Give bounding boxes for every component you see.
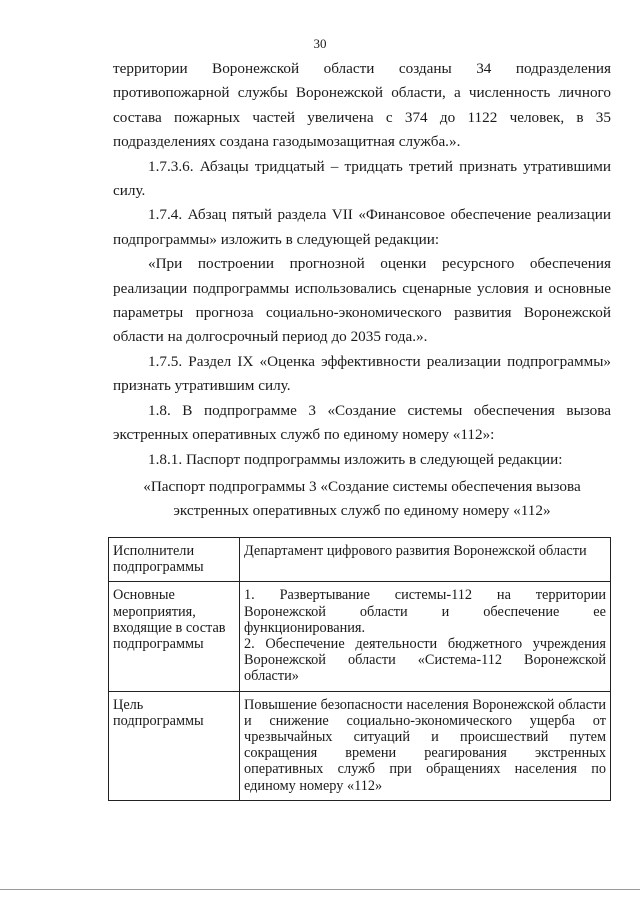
row-value-goal: Повышение безопасности населения Воронежской области и снижение социально-экономического ущерба от чрезвычайных ситуаций и происшествий путем сокращения времени реагирования экстренных оперативных служб при обращениях населения по единому номеру «112» xyxy=(240,691,611,800)
table-row xyxy=(109,582,611,691)
activity-item-2: 2. Обеспечение деятельности бюджетного учреждения Воронежской области «Система-112 Воронежской области» xyxy=(244,636,606,685)
paragraph-1-8: 1.8. В подпрограмме 3 «Создание системы обеспечения вызова экстренных оперативных служб по единому номеру «112»: xyxy=(113,401,611,444)
paragraph-1-8-1: 1.8.1. Паспорт подпрограммы изложить в следующей редакции: xyxy=(148,450,563,468)
page-number: 30 xyxy=(313,36,327,51)
row-value-main-activities xyxy=(240,582,611,691)
passport-title-line-2: экстренных оперативных служб по единому номеру «112» xyxy=(173,502,551,520)
paragraph-quoted-amendment: «При построении прогнозной оценки ресурсного обеспечения реализации подпрограммы использовались сценарные условия и основные параметры прогноза социально-экономического развития Воронежской области на долгосрочный период до 2035 года.». xyxy=(113,255,611,346)
row-value-executors: Департамент цифрового развития Воронежской области xyxy=(240,538,611,582)
document-body xyxy=(113,57,611,524)
table-row xyxy=(109,691,611,800)
paragraph-1-7-5: 1.7.5. Раздел IX «Оценка эффективности реализации подпрограммы» признать утратившим силу. xyxy=(113,352,611,395)
row-label-main-activities: Основные мероприятия, входящие в состав подпрограммы xyxy=(109,582,240,691)
page-bottom-rule xyxy=(0,889,640,890)
activity-item-1: 1. Развертывание системы-112 на территории Воронежской области и обеспечение ее функционирования. xyxy=(244,587,606,636)
passport-title-line-1: «Паспорт подпрограммы 3 «Создание системы обеспечения вызова xyxy=(143,477,581,495)
paragraph-1-7-4: 1.7.4. Абзац пятый раздела VII «Финансовое обеспечение реализации подпрограммы» изложить в следующей редакции: xyxy=(113,206,611,248)
table-row xyxy=(109,538,611,582)
row-label-goal: Цель подпрограммы xyxy=(109,691,240,800)
row-label-executors: Исполнители подпрограммы xyxy=(109,538,240,582)
passport-table xyxy=(108,537,611,801)
paragraph-1-7-3-6: 1.7.3.6. Абзацы тридцатый – тридцать третий признать утратившими силу. xyxy=(113,157,611,200)
paragraph-continuation: территории Воронежской области созданы 34 подразделения противопожарной службы Воронежской области, а численность личного состава пожарных частей увеличена с 374 до 1122 человек, в 35 подразделениях создана газодымозащитная служба.». xyxy=(113,60,611,151)
